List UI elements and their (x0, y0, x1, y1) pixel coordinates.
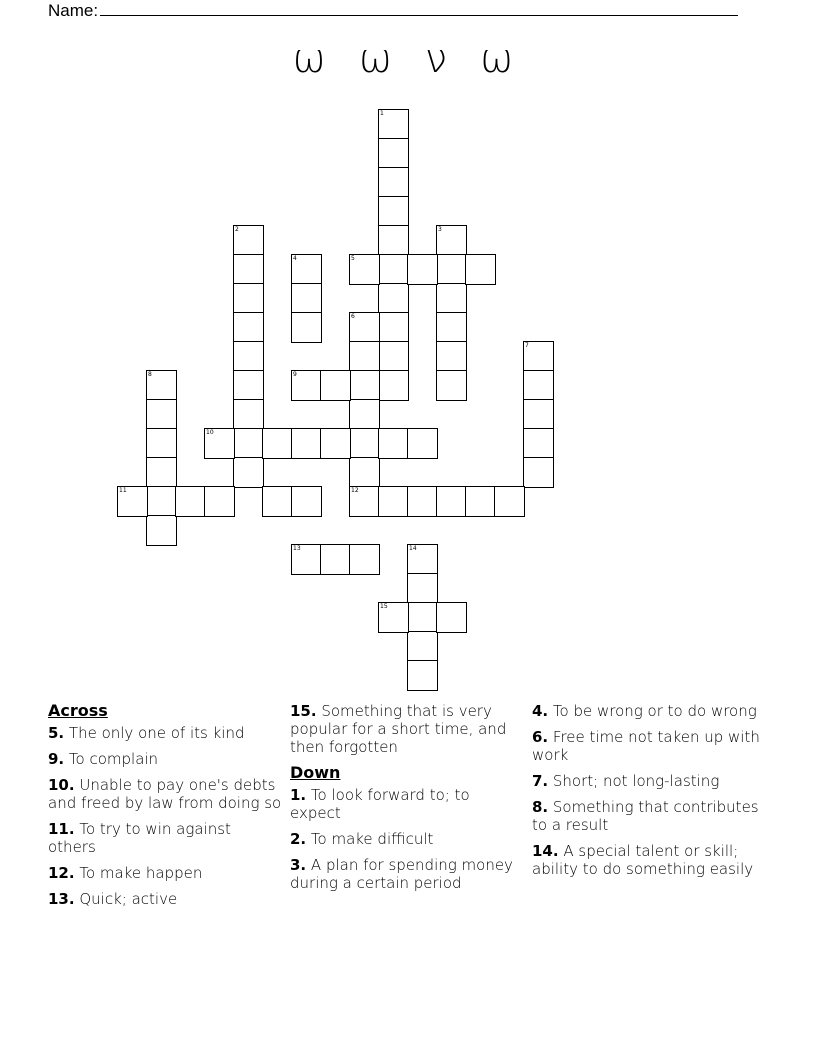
clue-number-label: 5. (48, 724, 65, 742)
clue-number: 4 (293, 255, 297, 262)
grid-cell[interactable] (407, 486, 438, 517)
clue-text: Something that is very popular for a short time, and then forgotten (290, 702, 507, 756)
grid-cell[interactable] (204, 428, 235, 459)
grid-cell[interactable] (378, 341, 409, 372)
grid-cell[interactable] (320, 544, 351, 575)
clue-item (290, 856, 525, 892)
clue-number-label: 4. (532, 702, 549, 720)
grid-cell[interactable] (349, 399, 380, 430)
grid-cell[interactable] (494, 486, 525, 517)
grid-cell[interactable] (523, 370, 554, 401)
grid-cell[interactable] (407, 254, 438, 285)
grid-cell[interactable] (436, 312, 467, 343)
grid-cell[interactable] (146, 457, 177, 488)
clue-number: 3 (438, 226, 442, 233)
clue-number-label: 10. (48, 776, 75, 794)
clue-text: Something that contributes to a result (532, 798, 759, 834)
grid-cell[interactable] (523, 457, 554, 488)
grid-cell[interactable] (436, 370, 467, 401)
grid-cell[interactable] (146, 515, 177, 546)
grid-cell[interactable] (291, 486, 322, 517)
clue-text: To make difficult (306, 830, 434, 848)
clue-text: Free time not taken up with work (532, 728, 760, 764)
grid-cell[interactable] (233, 283, 264, 314)
grid-cell[interactable] (349, 312, 380, 343)
clue-item (532, 798, 772, 834)
clue-item (532, 842, 772, 878)
grid-cell[interactable] (436, 341, 467, 372)
clue-text: Short; not long-lasting (548, 772, 720, 790)
grid-cell[interactable] (233, 341, 264, 372)
clue-number: 5 (351, 255, 355, 262)
clue-text: To complain (64, 750, 159, 768)
grid-cell[interactable] (436, 283, 467, 314)
clues-column-3 (532, 702, 772, 886)
across-heading: Across (48, 701, 108, 720)
clue-number-label: 11. (48, 820, 75, 838)
grid-cell[interactable] (436, 225, 467, 256)
clue-number-label: 12. (48, 864, 75, 882)
grid-cell[interactable] (349, 254, 380, 285)
grid-cell[interactable] (407, 544, 438, 575)
clue-item (48, 820, 283, 856)
across-clue-list (48, 724, 283, 908)
clue-item (532, 728, 772, 764)
clue-item (532, 702, 772, 720)
clue-item (290, 786, 525, 822)
clue-number-label: 7. (532, 772, 549, 790)
clue-number-label: 9. (48, 750, 65, 768)
clue-text: A plan for spending money during a certain period (290, 856, 513, 892)
grid-cell[interactable] (407, 602, 438, 633)
grid-cell[interactable] (146, 370, 177, 401)
clue-item (48, 776, 283, 812)
grid-cell[interactable] (233, 457, 264, 488)
grid-cell[interactable] (378, 370, 409, 401)
down-clue-list (290, 786, 525, 892)
clue-number-label: 6. (532, 728, 549, 746)
clue-number: 7 (525, 342, 529, 349)
clue-item (48, 724, 283, 742)
clue-number: 6 (351, 313, 355, 320)
grid-cell[interactable] (233, 225, 264, 256)
grid-cell[interactable] (436, 486, 467, 517)
grid-cell[interactable] (291, 370, 322, 401)
clue-number-label: 15. (290, 702, 317, 720)
grid-cell[interactable] (349, 544, 380, 575)
grid-cell[interactable] (320, 370, 351, 401)
clue-number: 12 (351, 487, 359, 494)
clue-text: To look forward to; to expect (290, 786, 470, 822)
grid-cell[interactable] (291, 428, 322, 459)
clue-number: 8 (148, 371, 152, 378)
clue-number: 2 (235, 226, 239, 233)
grid-cell[interactable] (262, 486, 293, 517)
grid-cell[interactable] (117, 486, 148, 517)
clues-column-1 (48, 702, 283, 916)
clue-number: 13 (293, 545, 301, 552)
clue-number: 1 (380, 110, 384, 117)
clue-number: 11 (119, 487, 127, 494)
grid-cell[interactable] (465, 254, 496, 285)
clue-number-label: 1. (290, 786, 307, 804)
clue-text: To be wrong or to do wrong (548, 702, 757, 720)
grid-cell[interactable] (378, 254, 409, 285)
grid-cell[interactable] (291, 312, 322, 343)
clue-item (48, 750, 283, 768)
clue-number-label: 3. (290, 856, 307, 874)
grid-cell[interactable] (175, 486, 206, 517)
grid-cell[interactable] (291, 283, 322, 314)
grid-cell[interactable] (407, 631, 438, 662)
grid-cell[interactable] (146, 486, 177, 517)
grid-cell[interactable] (146, 399, 177, 430)
grid-cell[interactable] (523, 399, 554, 430)
grid-cell[interactable] (523, 428, 554, 459)
clue-number-label: 8. (532, 798, 549, 816)
clue-number: 14 (409, 545, 417, 552)
across-clue-list-continued (290, 702, 525, 756)
grid-cell[interactable] (465, 486, 496, 517)
grid-cell[interactable] (349, 457, 380, 488)
clue-text: To make happen (74, 864, 203, 882)
clue-number: 10 (206, 429, 214, 436)
clue-text: A special talent or skill; ability to do something easily (532, 842, 754, 878)
grid-cell[interactable] (378, 196, 409, 227)
grid-cell[interactable] (233, 399, 264, 430)
grid-cell[interactable] (146, 428, 177, 459)
grid-cell[interactable] (436, 254, 467, 285)
clue-item (48, 864, 283, 882)
clue-text: Quick; active (74, 890, 178, 908)
grid-cell[interactable] (378, 428, 409, 459)
clue-text: Unable to pay one's debts and freed by law from doing so (48, 776, 282, 812)
clue-item (532, 772, 772, 790)
clue-text: To try to win against others (48, 820, 231, 856)
grid-cell[interactable] (378, 283, 409, 314)
grid-cell[interactable] (523, 341, 554, 372)
grid-cell[interactable] (349, 370, 380, 401)
name-label: Name: (48, 1, 99, 20)
clue-number-label: 13. (48, 890, 75, 908)
grid-cell[interactable] (378, 312, 409, 343)
down-clue-list-continued (532, 702, 772, 878)
grid-cell[interactable] (407, 428, 438, 459)
down-heading: Down (290, 763, 341, 782)
grid-cell[interactable] (378, 167, 409, 198)
grid-cell[interactable] (291, 254, 322, 285)
grid-cell[interactable] (204, 486, 235, 517)
grid-cell[interactable] (407, 660, 438, 691)
clue-number: 15 (380, 603, 388, 610)
clue-number: 9 (293, 371, 297, 378)
grid-cell[interactable] (407, 573, 438, 604)
clue-number-label: 14. (532, 842, 559, 860)
grid-cell[interactable] (378, 109, 409, 140)
grid-cell[interactable] (378, 602, 409, 633)
grid-cell[interactable] (233, 370, 264, 401)
grid-cell[interactable] (378, 138, 409, 169)
grid-cell[interactable] (233, 428, 264, 459)
clue-item (290, 702, 525, 756)
grid-cell[interactable] (349, 428, 380, 459)
puzzle-title: ω ω ν ω (292, 36, 524, 82)
clue-item (48, 890, 283, 908)
grid-cell[interactable] (436, 602, 467, 633)
clues-column-2 (290, 702, 525, 900)
grid-cell[interactable] (349, 486, 380, 517)
grid-cell[interactable] (233, 312, 264, 343)
clue-number-label: 2. (290, 830, 307, 848)
clue-item (290, 830, 525, 848)
grid-cell[interactable] (349, 341, 380, 372)
clue-text: The only one of its kind (64, 724, 245, 742)
grid-cell[interactable] (291, 544, 322, 575)
grid-cell[interactable] (233, 254, 264, 285)
grid-cell[interactable] (378, 225, 409, 256)
grid-cell[interactable] (378, 486, 409, 517)
grid-cell[interactable] (262, 428, 293, 459)
grid-cell[interactable] (320, 428, 351, 459)
